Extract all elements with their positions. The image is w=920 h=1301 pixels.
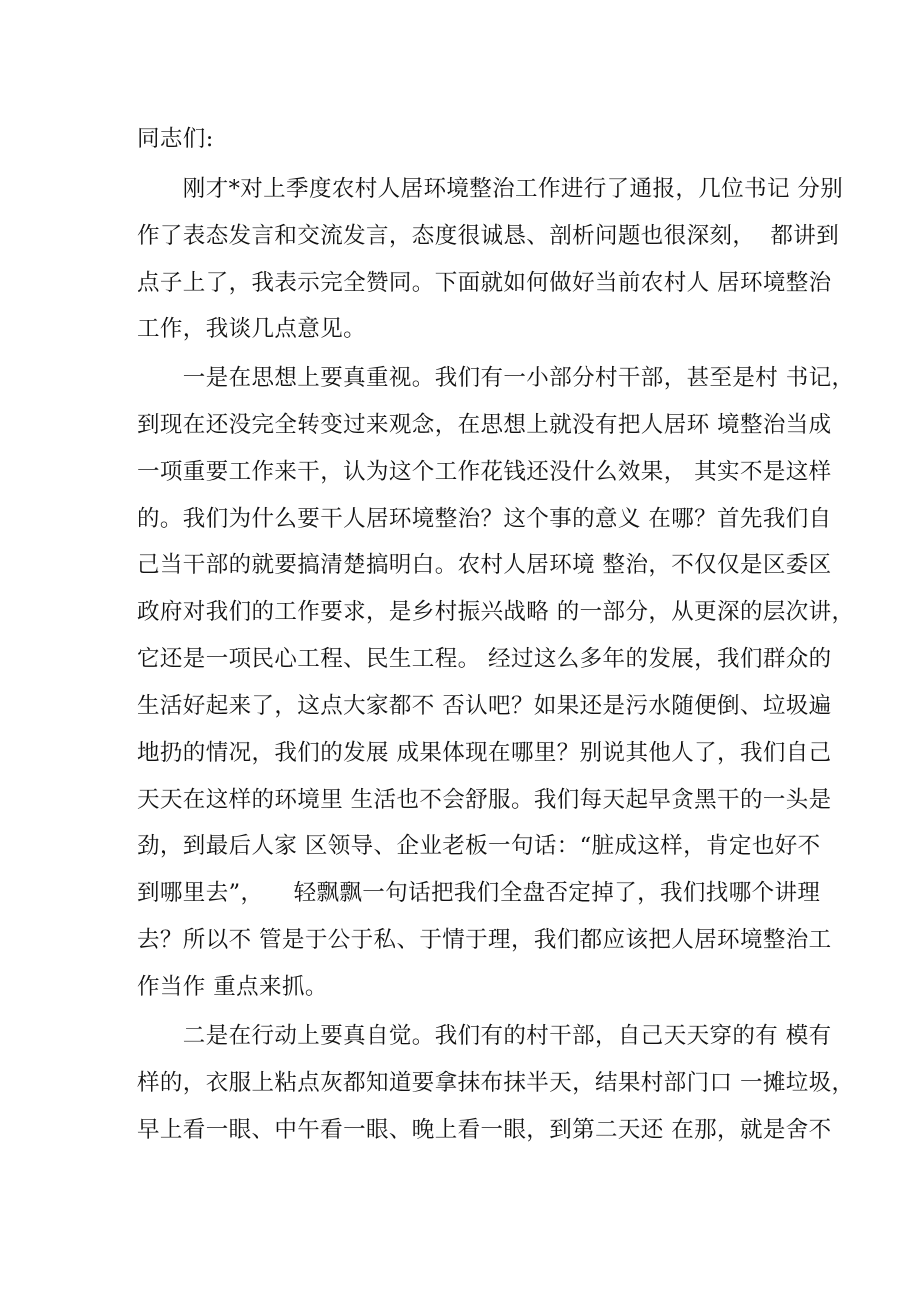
text-line: 的。我们为什么要干人居环境整治？这个事的意义 在哪？首先我们自: [137, 506, 832, 532]
text-line: 政府对我们的工作要求，是乡村振兴战略 的一部分，从更深的层次讲，: [137, 599, 855, 625]
text-line: 去？所以不 管是于公于私、于情于理，我们都应该把人居环境整治工: [137, 927, 832, 953]
text-line: 它还是一项民心工程、民生工程。 经过这么多年的发展，我们群众的: [137, 646, 832, 672]
text-line: 一项重要工作来干，认为这个工作花钱还没什么效果， 其实不是这样: [137, 459, 832, 485]
text-line: 点子上了，我表示完全赞同。下面就如何做好当前农村人 居环境整治: [137, 270, 832, 296]
text-line: 作当作 重点来抓。: [137, 974, 328, 1000]
text-line: 样的，衣服上粘点灰都知道要拿抹布抹半天，结果村部门口 一摊垃圾，: [137, 1070, 855, 1096]
text-line: 天天在这样的环境里 生活也不会舒服。我们每天起早贪黑干的一头是: [137, 787, 832, 813]
text-line: 早上看一眼、中午看一眼、晚上看一眼，到第二天还 在那，就是舍不: [137, 1117, 832, 1143]
text-line: 一是在思想上要真重视。我们有一小部分村干部，甚至是村 书记，: [137, 365, 855, 391]
text-line: 生活好起来了，这点大家都不 否认吧？如果还是污水随便倒、垃圾遍: [137, 693, 832, 719]
text-line: 刚才*对上季度农村人居环境整治工作进行了通报，几位书记 分别: [137, 176, 844, 202]
text-line: 二是在行动上要真自觉。我们有的村干部，自己天天穿的有 模有: [137, 1023, 832, 1049]
text-line: 工作，我谈几点意见。: [137, 316, 367, 342]
text-line: 到哪里去”， 轻飘飘一句话把我们全盘否定掉了，我们找哪个讲理: [137, 880, 821, 906]
text-line: 劲，到最后人家 区领导、企业老板一句话：“脏成这样，肯定也好不: [137, 833, 821, 859]
text-line: 到现在还没完全转变过来观念，在思想上就没有把人居环 境整治当成: [137, 412, 832, 438]
salutation: 同志们:: [137, 126, 214, 152]
text-line: 己当干部的就要搞清楚搞明白。农村人居环境 整治，不仅仅是区委区: [137, 552, 832, 578]
text-line: 地扔的情况，我们的发展 成果体现在哪里？别说其他人了，我们自己: [137, 740, 832, 766]
text-line: 作了表态发言和交流发言，态度很诚恳、剖析问题也很深刻， 都讲到: [137, 223, 840, 249]
